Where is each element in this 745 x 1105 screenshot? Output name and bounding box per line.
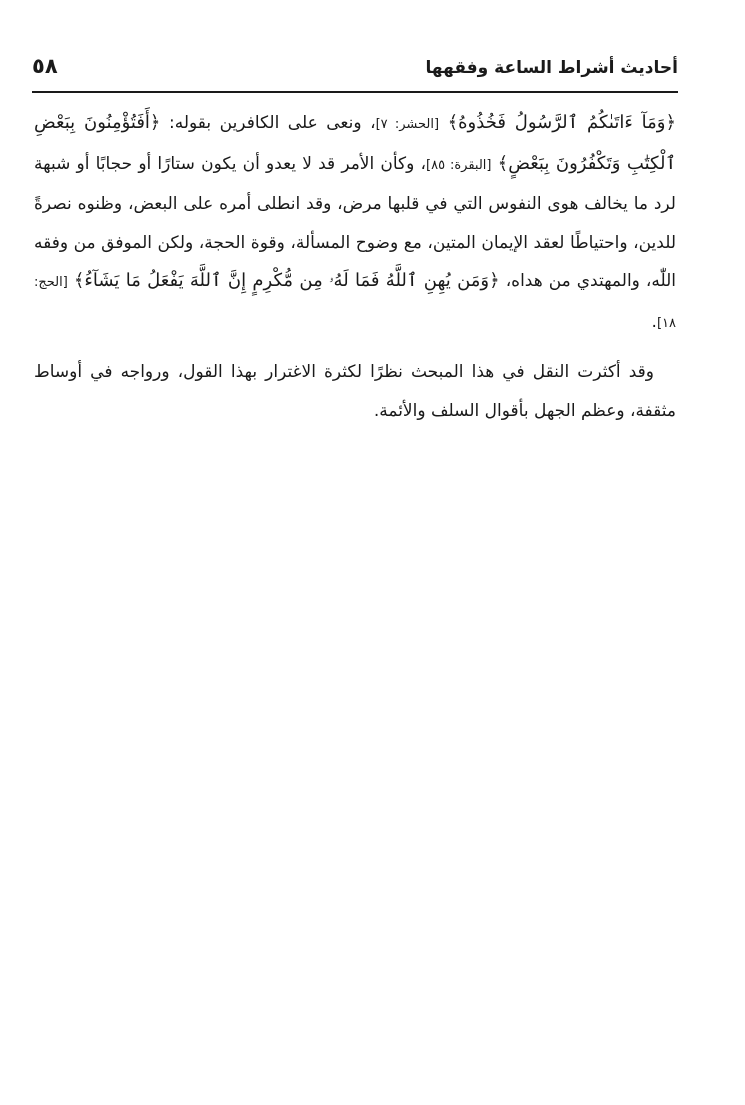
- running-title: أحاديث أشراط الساعة وفقهها: [425, 58, 678, 78]
- verse-reference-baqara: [البقرة: ٨٥]: [426, 157, 492, 173]
- paragraph-2: وقد أكثرت النقل في هذا المبحث نظرًا لكثرة الاغترار بهذا القول، ورواجه في أوساط مثقفة، وعظم الجهل بأقوال السلف والأئمة.: [34, 362, 676, 421]
- page-body: [34, 104, 676, 430]
- header-rule: [32, 91, 678, 93]
- paragraph-1-text-b: ، وكأن الأمر قد لا يعدو أن يكون ستارًا أو حجابًا أو شبهة لرد ما يخالف هوى النفوس التي في قلبها مرض، وقد انطلى أمره على البعض، وظنوه نصرةً للدين، واحتياطًا لعقد الإيمان المتين، مع وضوح المسألة، وقوة الحجة، ولكن الموفق من وفقه اللّٰه، والمهتدي من هداه،: [34, 153, 677, 291]
- page-number: ٥٨: [32, 54, 58, 78]
- quran-verse-hashr: ﴿وَمَآ ءَاتَىٰكُمُ ٱلرَّسُولُ فَخُذُوهُ﴾: [447, 112, 677, 133]
- quran-verse-baqara: ﴿أَفَتُؤْمِنُونَ بِبَعْضِ ٱلْكِتَٰبِ وَتَكْفُرُونَ بِبَعْضٍ﴾: [34, 112, 677, 174]
- verse-reference-hajj: [الحج: ١٨]: [34, 275, 676, 331]
- verse-reference-hashr: [الحشر: ٧]: [375, 117, 440, 132]
- paragraph-1: [34, 104, 676, 343]
- paragraph-1-end: .: [651, 311, 657, 332]
- page-header: [32, 52, 678, 92]
- paragraph-1-text-a: ، ونعى على الكافرين بقوله:: [160, 113, 376, 133]
- quran-verse-hajj: ﴿وَمَن يُهِنِ ٱللَّهُ فَمَا لَهُۥ مِن مُّكْرِمٍ إِنَّ ٱللَّهَ يَفْعَلُ مَا يَشَآءُ﴾: [73, 270, 500, 291]
